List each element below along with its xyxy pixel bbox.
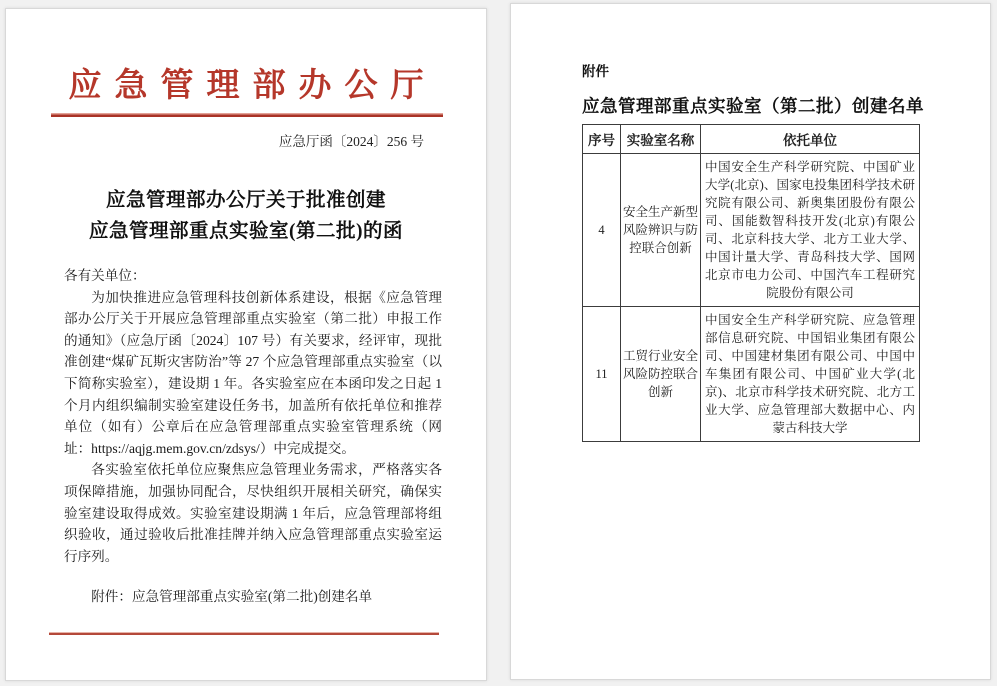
cell-lab-name: 工贸行业安全风险防控联合创新 xyxy=(621,307,701,442)
doc-number: 应急厅函〔2024〕256 号 xyxy=(278,134,424,149)
table-header-row xyxy=(583,125,920,154)
footer-divider xyxy=(49,632,439,635)
cell-supporting-units: 中国安全生产科学研究院、中国矿业大学(北京)、国家电投集团科学技术研究院有限公司、新奥集团股份有限公司、国能数智科技开发(北京)有限公司、北京科技大学、北方工业大学、中国计量大学、青岛科技大学、国网北京市电力公司、中国汽车工程研究院股份有限公司 xyxy=(701,154,920,307)
attachment-note: 附件：应急管理部重点实验室(第二批)创建名单 xyxy=(91,589,373,605)
column-header-no: 序号 xyxy=(583,125,621,154)
salutation: 各有关单位： xyxy=(64,268,146,283)
header-divider xyxy=(51,113,443,117)
column-header-lab-name: 实验室名称 xyxy=(621,125,701,154)
attachment-page xyxy=(510,3,991,680)
doc-title xyxy=(6,185,486,247)
cell-supporting-units: 中国安全生产科学研究院、应急管理部信息研究院、中国铝业集团有限公司、中国建材集团有限公司、中国中车集团有限公司、中国矿业大学(北京)、北京市科学技术研究院、北方工业大学、应急管理部大数据中心、内蒙古科技大学 xyxy=(701,307,920,442)
body-paragraph-1: 为加快推进应急管理科技创新体系建设，根据《应急管理部办公厅关于开展应急管理部重点实验室（第二批）申报工作的通知》（应急厅函〔2024〕107 号）有关要求，经评审，现批准创建“煤矿瓦斯灾害防治”等 27 个应急管理部重点实验室（以下简称实验室），建设期 1 年。各实验室应在本函印发之日起 1 个月内组织编制实验室建设任务书，加盖所有依托单位和推荐单位（如有）公章后在应急管理部重点实验室管理系统（网址：https://aqjg.mem.gov.cn/zdsys/）中完成提交。 xyxy=(64,289,442,456)
agency-header: 应急管理部办公厅 xyxy=(68,68,437,104)
letter-body xyxy=(64,265,442,608)
attachment-label: 附件 xyxy=(582,64,609,79)
cell-no: 11 xyxy=(583,307,621,442)
table-title: 应急管理部重点实验室（第二批）创建名单 xyxy=(582,96,924,116)
cell-lab-name: 安全生产新型风险辨识与防控联合创新 xyxy=(621,154,701,307)
letter-page xyxy=(5,8,487,681)
lab-table xyxy=(582,124,920,442)
column-header-supporting-units: 依托单位 xyxy=(701,125,920,154)
body-paragraph-2: 各实验室依托单位应聚焦应急管理业务需求，严格落实各项保障措施，加强协同配合，尽快组织开展相关研究，确保实验室建设取得成效。实验室建设期满 1 年后，应急管理部将组织验收，通过验收后批准挂牌并纳入应急管理部重点实验室运行序列。 xyxy=(64,462,442,564)
doc-title-line1: 应急管理部办公厅关于批准创建 xyxy=(105,190,386,211)
doc-title-line2: 应急管理部重点实验室(第二批)的函 xyxy=(89,221,403,242)
cell-no: 4 xyxy=(583,154,621,307)
table-row xyxy=(583,307,920,442)
table-row xyxy=(583,154,920,307)
